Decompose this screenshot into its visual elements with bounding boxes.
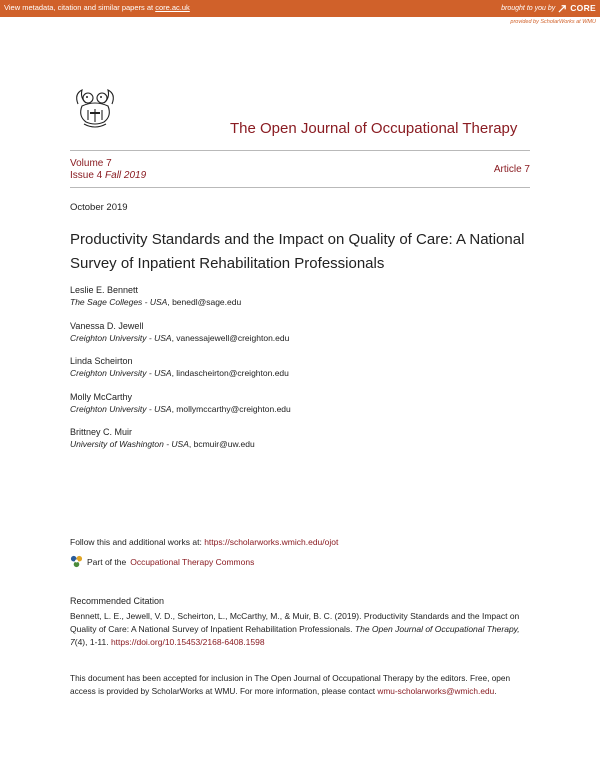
author-email[interactable]: benedl@sage.edu [172, 297, 242, 307]
volume-link[interactable]: Volume 7 [70, 158, 112, 169]
paper-title: Productivity Standards and the Impact on Quality of Care: A National Survey of Inpatient Rehabilitation Professionals [70, 231, 525, 272]
follow-text: Follow this and additional works at: [70, 537, 205, 547]
issue-number: Issue 4 [70, 170, 103, 181]
volume-issue [70, 158, 146, 182]
author-name: Brittney C. Muir [70, 427, 133, 437]
author-email[interactable]: lindascheirton@creighton.edu [176, 368, 289, 378]
author-name: Leslie E. Bennett [70, 285, 139, 295]
article-number: Article 7 [493, 164, 530, 175]
citation-pages: (4), 1-11. [74, 637, 111, 647]
divider [70, 150, 530, 151]
core-site-link[interactable]: core.ac.uk [155, 3, 190, 12]
cherub-emblem-icon [72, 86, 118, 132]
author-list [70, 284, 540, 462]
core-view-text: View metadata, citation and similar papers at [4, 3, 156, 12]
author-entry: Vanessa D. Jewell Creighton University - USA, vanessajewell@creighton.edu [70, 320, 540, 344]
issue-season: Fall 2019 [105, 170, 147, 181]
author-email[interactable]: mollymccarthy@creighton.edu [176, 403, 291, 414]
author-name: Vanessa D. Jewell [70, 320, 144, 331]
journal-title[interactable]: The Open Journal of Occupational Therapy [230, 120, 518, 137]
core-brand: CORE [570, 3, 596, 13]
citation-journal: The Open Journal of Occupational Therapy, 7 [70, 624, 520, 647]
author-entry: Molly McCarthy Creighton University - USA, mollymccarthy@creighton.edu [70, 391, 540, 415]
author-entry: Leslie E. Bennett The Sage Colleges - USA, benedl@sage.edu [70, 284, 540, 308]
publication-date: October 2019 [70, 202, 128, 213]
author-entry: Linda Scheirton Creighton University - USA, lindascheirton@creighton.edu [70, 355, 540, 379]
commons-network-icon [70, 555, 83, 568]
core-provided-by[interactable]: provided by ScholarWorks at WMU [510, 19, 596, 25]
follow-url-link[interactable]: https://scholarworks.wmich.edu/ojot [204, 537, 339, 547]
author-name: Linda Scheirton [70, 356, 133, 366]
follow-works [70, 537, 338, 547]
citation-body [70, 610, 535, 649]
notice-end: . [494, 685, 497, 696]
access-notice [70, 672, 535, 697]
author-affiliation: Creighton University - USA [70, 403, 172, 414]
author-email[interactable]: vanessajewell@creighton.edu [176, 332, 290, 343]
author-affiliation: Creighton University - USA [70, 332, 172, 343]
author-affiliation: Creighton University - USA [70, 368, 172, 378]
citation-heading: Recommended Citation [70, 596, 165, 606]
issue-link[interactable] [70, 170, 146, 182]
author-name: Molly McCarthy [70, 391, 133, 402]
part-of-text: Part of the [87, 556, 127, 567]
divider [70, 187, 530, 188]
author-email[interactable]: bcmuir@uw.edu [193, 439, 255, 449]
commons-link[interactable]: Occupational Therapy Commons [130, 556, 255, 567]
core-brought-by[interactable] [501, 3, 596, 13]
core-banner [0, 0, 600, 17]
core-arrow-icon [558, 4, 567, 13]
doi-link[interactable]: https://doi.org/10.15453/2168-6408.1598 [110, 637, 265, 647]
part-of [70, 555, 254, 568]
author-entry: Brittney C. Muir University of Washington - USA, bcmuir@uw.edu [70, 426, 540, 450]
citation-authors: Bennett, L. E., Jewell, V. D., Scheirton, L., McCarthy, M., & Muir, B. C. (2019). Productivity Standards and the Impact on Quality of Care: A National Survey of Inpatient Rehabilitation Professionals. [70, 611, 520, 634]
author-affiliation: The Sage Colleges - USA [70, 297, 168, 307]
author-affiliation: University of Washington - USA [70, 439, 189, 449]
core-brought-text: brought to you by [501, 4, 556, 12]
core-metadata-link[interactable] [4, 3, 190, 12]
contact-email-link[interactable]: wmu-scholarworks@wmich.edu [377, 685, 495, 696]
notice-text: This document has been accepted for inclusion in The Open Journal of Occupational Therapy by the editors. Free, open access is provided by ScholarWorks at WMU. For more information, please contact [70, 673, 511, 696]
